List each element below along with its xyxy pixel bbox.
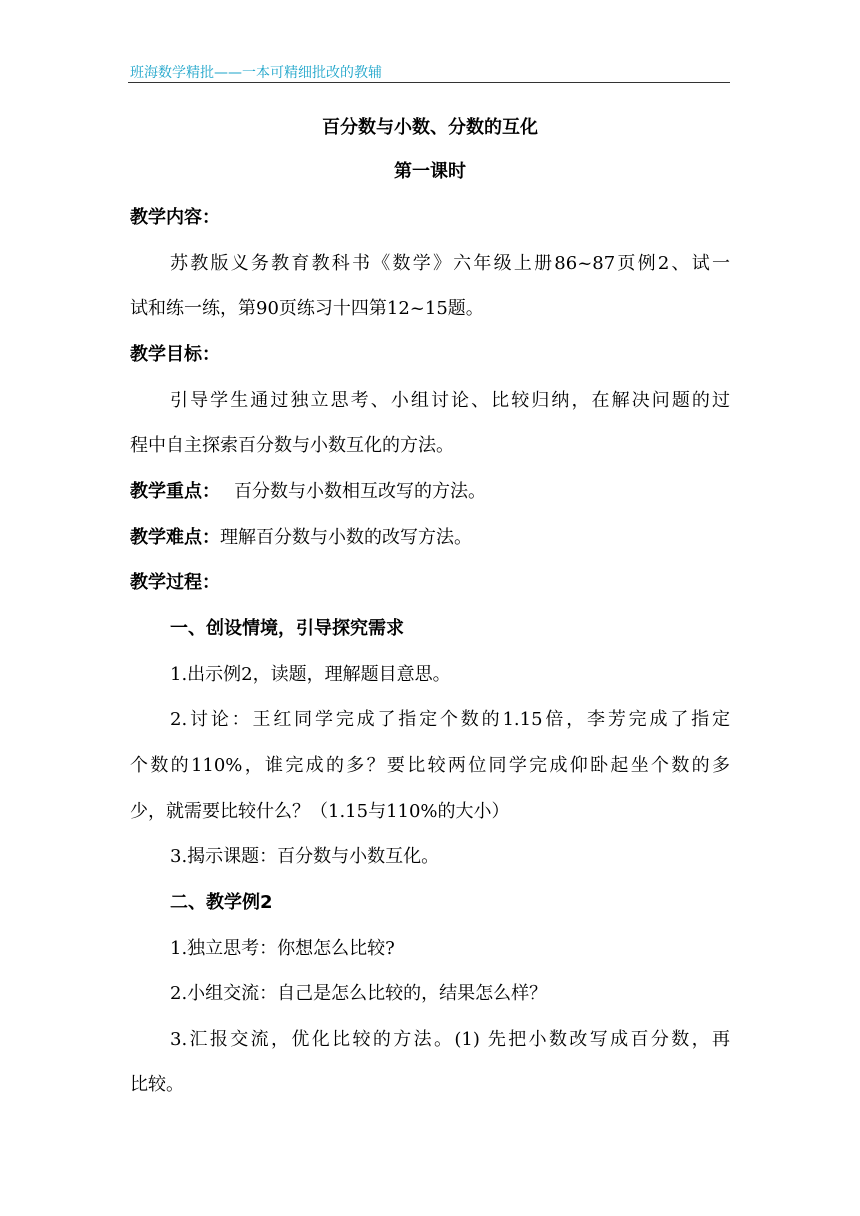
- goal-paragraph-line-2: 程中自主探索百分数与小数互化的方法。: [130, 435, 454, 456]
- process-heading: 教学过程：: [130, 572, 220, 593]
- goal-paragraph-line-1: 引导学生通过独立思考、小组讨论、比较归纳，在解决问题的过: [170, 390, 730, 411]
- header-divider: [128, 82, 730, 83]
- document-title: 百分数与小数、分数的互化: [322, 117, 538, 138]
- section-2-item-3-line-2: 比较。: [130, 1074, 184, 1095]
- content-heading: 教学内容：: [130, 207, 220, 228]
- difficulty-row: [130, 526, 730, 550]
- section-1-item-2-line-1: 2.讨论：王红同学完成了指定个数的1.15倍，李芳完成了指定: [170, 709, 730, 730]
- key-point-row: [130, 480, 730, 504]
- section-1-item-1: 1.出示例2，读题，理解题目意思。: [170, 664, 451, 685]
- content-paragraph-line-1: 苏教版义务教育教科书《数学》六年级上册86~87页例2、试一: [170, 253, 730, 274]
- section-1-item-2-line-2: 个数的110%，谁完成的多？要比较两位同学完成仰卧起坐个数的多: [130, 755, 730, 776]
- header-brand-text: 班海数学精批——一本可精细批改的教辅: [130, 65, 382, 81]
- section-1-item-2-line-3: 少，就需要比较什么？（1.15与110%的大小）: [130, 801, 510, 822]
- difficulty-label: 教学难点：: [130, 527, 220, 548]
- document-subtitle: 第一课时: [394, 161, 466, 182]
- section-2-item-2: 2.小组交流：自己是怎么比较的，结果怎么样？: [170, 983, 548, 1004]
- goal-heading: 教学目标：: [130, 344, 220, 365]
- key-point-text: 百分数与小数相互改写的方法。: [234, 481, 486, 502]
- section-1-item-3: 3.揭示课题：百分数与小数互化。: [170, 846, 440, 867]
- section-2-item-3-line-1: 3.汇报交流，优化比较的方法。(1) 先把小数改写成百分数，再: [170, 1029, 730, 1050]
- difficulty-text: 理解百分数与小数的改写方法。: [220, 527, 472, 548]
- section-2-item-1: 1.独立思考：你想怎么比较?: [170, 938, 395, 959]
- section-1-heading: 一、创设情境，引导探究需求: [170, 618, 404, 639]
- section-2-heading: 二、教学例2: [170, 892, 273, 913]
- content-paragraph-line-2: 试和练一练，第90页练习十四第12~15题。: [130, 298, 484, 319]
- key-point-label: 教学重点：: [130, 481, 220, 502]
